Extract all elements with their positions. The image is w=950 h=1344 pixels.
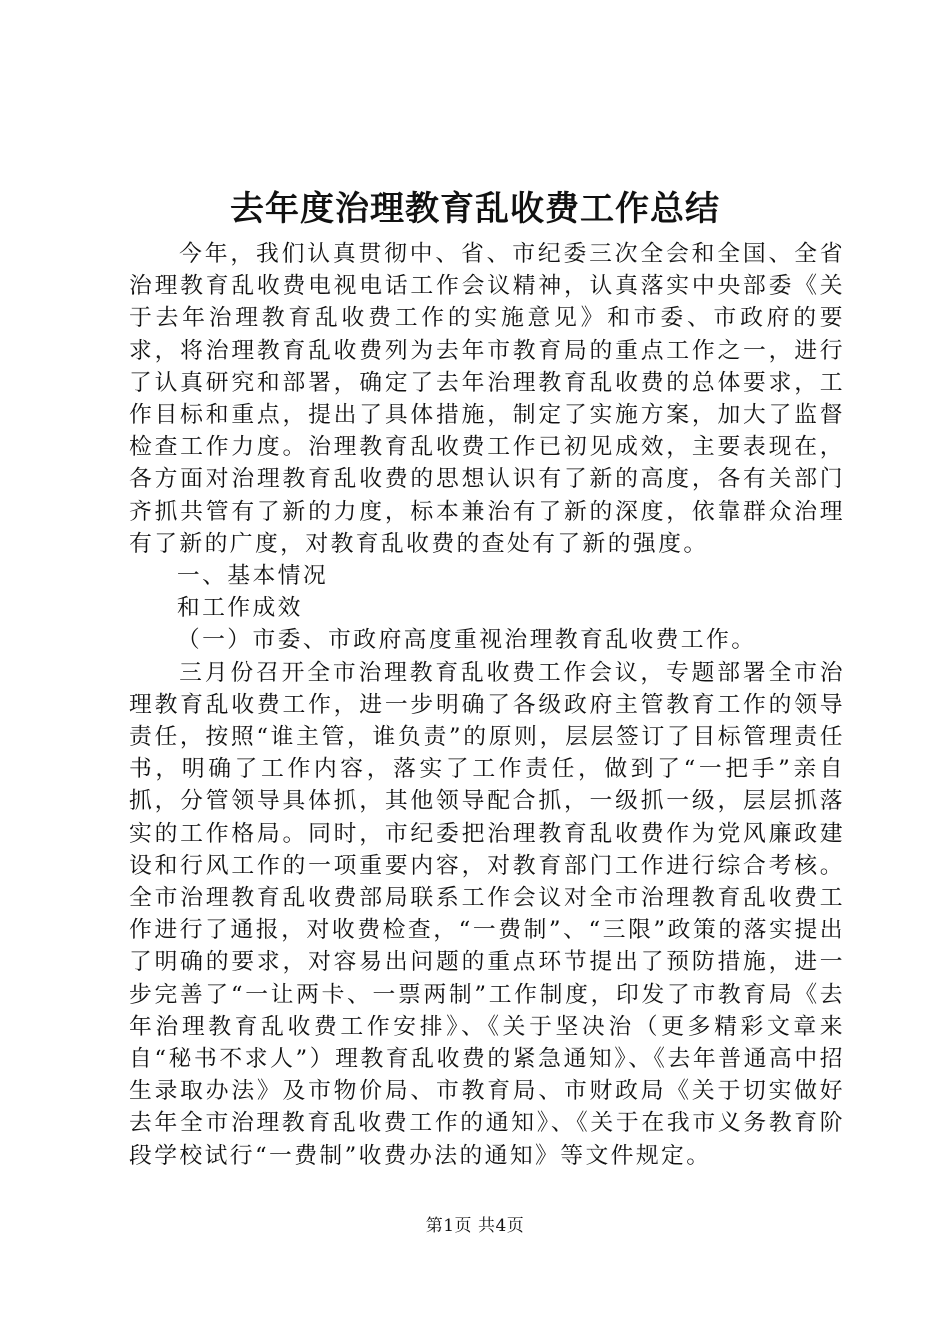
page-number-footer: 第1页 共4页 (425, 1216, 525, 1236)
section-heading-results: 和工作成效 (176, 595, 303, 622)
document-title: 去年度治理教育乱收费工作总结 (230, 189, 720, 229)
paragraph-intro: 今年，我们认真贯彻中、省、市纪委三次全会和全国、全省治理教育乱收费电视电话工作会议精神，认真落实中央部委《关于去年治理教育乱收费工作的实施意见》和市委、市政府的要求，将治理教育乱收费列为去年市教育局的重点工作之一，进行了认真研究和部署，确定了去年治理教育乱收费的总体要求，工作目标和重点，提出了具体措施，制定了实施方案，加大了监督检查工作力度。治理教育乱收费工作已初见成效，主要表现在，各方面对治理教育乱收费的思想认识有了新的高度，各有关部门齐抓共管有了新的力度，标本兼治有了新的深度，依靠群众治理有了新的广度，对教育乱收费的查处有了新的强度。 (129, 241, 845, 557)
document-body (129, 238, 845, 1172)
subsection-heading-1: （一）市委、市政府高度重视治理教育乱收费工作。 (176, 627, 757, 654)
paragraph-meeting: 三月份召开全市治理教育乱收费工作会议，专题部署全市治理教育乱收费工作，进一步明确了各级政府主管教育工作的领导责任，按照“谁主管，谁负责”的原则，层层签订了目标管理责任书，明确了工作内容，落实了工作责任，做到了“一把手”亲自抓，分管领导具体抓，其他领导配合抓，一级抓一级，层层抓落实的工作格局。同时，市纪委把治理教育乱收费作为党风廉政建设和行风工作的一项重要内容，对教育部门工作进行综合考核。全市治理教育乱收费部局联系工作会议对全市治理教育乱收费工作进行了通报，对收费检查，“一费制”、“三限”政策的落实提出了明确的要求，对容易出问题的重点环节提出了预防措施，进一步完善了“一让两卡、一票两制”工作制度，印发了市教育局《去年治理教育乱收费工作安排》、《关于坚决治（更多精彩文章来自“秘书不求人”）理教育乱收费的紧急通知》、《去年普通高中招生录取办法》及市物价局、市教育局、市财政局《关于切实做好去年全市治理教育乱收费工作的通知》、《关于在我市义务教育阶段学校试行“一费制”收费办法的通知》等文件规定。 (129, 659, 845, 1169)
section-heading-basic: 一、基本情况 (176, 563, 329, 590)
